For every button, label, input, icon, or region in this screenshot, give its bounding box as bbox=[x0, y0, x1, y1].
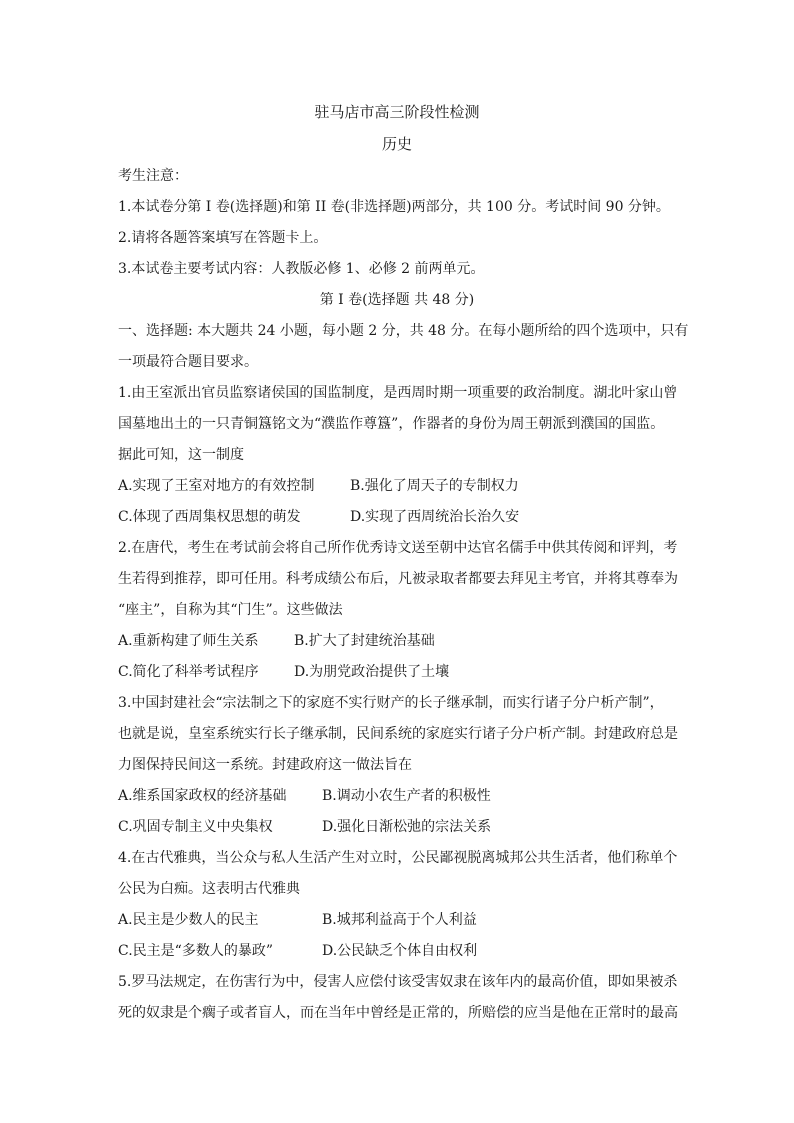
question-4-option-row bbox=[118, 910, 678, 930]
option-d: D.公民缺乏个体自由权利 bbox=[322, 943, 478, 959]
question-2-stem: “座主”，自称为其“门生”。这些做法 bbox=[118, 602, 343, 618]
section-title: 第 I 卷(选择题 共 48 分) bbox=[319, 292, 475, 308]
question-4-stem: 公民为白痴。这表明古代雅典 bbox=[118, 881, 300, 897]
question-4-option-row bbox=[118, 941, 678, 961]
notice-item: 3.本试卷主要考试内容：人教版必修 1、必修 2 前两单元。 bbox=[118, 261, 485, 277]
question-3-option-row bbox=[118, 817, 678, 837]
notice-item: 1.本试卷分第 I 卷(选择题)和第 II 卷(非选择题)两部分，共 100 分。考试时间 90 分钟。 bbox=[118, 199, 670, 215]
option-a: A.民主是少数人的民主 bbox=[118, 912, 259, 928]
question-2-option-row bbox=[118, 631, 678, 651]
notice-heading: 考生注意： bbox=[118, 168, 188, 184]
question-1-stem: 据此可知，这一制度 bbox=[118, 447, 244, 463]
question-3-stem: 力图保持民间这一系统。封建政府这一做法旨在 bbox=[118, 757, 412, 773]
section-instructions: 一项最符合题目要求。 bbox=[118, 354, 258, 370]
question-2-stem: 生若得到推荐，即可任用。科考成绩公布后，凡被录取者都要去拜见主考官，并将其尊奉为 bbox=[118, 571, 678, 587]
question-1-stem: 1.由王室派出官员监察诸侯国的国监制度，是西周时期一项重要的政治制度。湖北叶家山曾 bbox=[118, 385, 678, 401]
question-3-option-row bbox=[118, 786, 678, 806]
option-b: B.调动小农生产者的积极性 bbox=[322, 788, 491, 804]
option-a: A.实现了王室对地方的有效控制 bbox=[118, 478, 315, 494]
section-instructions: 一、选择题: 本大题共 24 小题，每小题 2 分，共 48 分。在每小题所给的四个选项中，只有 bbox=[118, 323, 689, 339]
option-b: B.扩大了封建统治基础 bbox=[294, 633, 435, 649]
question-1-option-row bbox=[118, 476, 678, 496]
question-1-option-row bbox=[118, 507, 678, 527]
exam-subject: 历史 bbox=[381, 135, 412, 153]
question-3-stem: 也就是说，皇室系统实行长子继承制，民间系统的家庭实行诸子分户析产制。封建政府总是 bbox=[118, 726, 678, 742]
question-1-stem: 国墓地出土的一只青铜簋铭文为“濮监作尊簋”，作器者的身份为周王朝派到濮国的国监。 bbox=[118, 416, 665, 432]
option-d: D.实现了西周统治长治久安 bbox=[350, 509, 520, 525]
option-d: D.为朋党政治提供了土壤 bbox=[294, 664, 450, 680]
question-4-stem: 4.在古代雅典，当公众与私人生活产生对立时，公民鄙视脱离城邦公共生活者，他们称单个 bbox=[118, 850, 678, 866]
question-2-option-row bbox=[118, 662, 678, 682]
option-c: C.巩固专制主义中央集权 bbox=[118, 819, 273, 835]
option-c: C.体现了西周集权思想的萌发 bbox=[118, 509, 301, 525]
question-2-stem: 2.在唐代，考生在考试前会将自己所作优秀诗文送至朝中达官名儒手中供其传阅和评判，考 bbox=[118, 540, 678, 556]
exam-title: 驻马店市高三阶段性检测 bbox=[314, 103, 480, 121]
question-5-stem: 死的奴隶是个瘸子或者盲人，而在当年中曾经是正常的，所赔偿的应当是他在正常时的最高 bbox=[118, 1005, 678, 1021]
option-b: B.强化了周天子的专制权力 bbox=[350, 478, 519, 494]
option-b: B.城邦利益高于个人利益 bbox=[322, 912, 477, 928]
option-d: D.强化日渐松弛的宗法关系 bbox=[322, 819, 492, 835]
option-a: A.重新构建了师生关系 bbox=[118, 633, 259, 649]
notice-item: 2.请将各题答案填写在答题卡上。 bbox=[118, 230, 328, 246]
option-a: A.维系国家政权的经济基础 bbox=[118, 788, 287, 804]
question-3-stem: 3.中国封建社会“宗法制之下的家庭不实行财产的长子继承制，而实行诸子分户析产制”， bbox=[118, 695, 664, 711]
option-c: C.简化了科举考试程序 bbox=[118, 664, 259, 680]
option-c: C.民主是“多数人的暴政” bbox=[118, 943, 273, 959]
question-5-stem: 5.罗马法规定，在伤害行为中，侵害人应偿付该受害奴隶在该年内的最高价值，即如果被杀 bbox=[118, 974, 678, 990]
